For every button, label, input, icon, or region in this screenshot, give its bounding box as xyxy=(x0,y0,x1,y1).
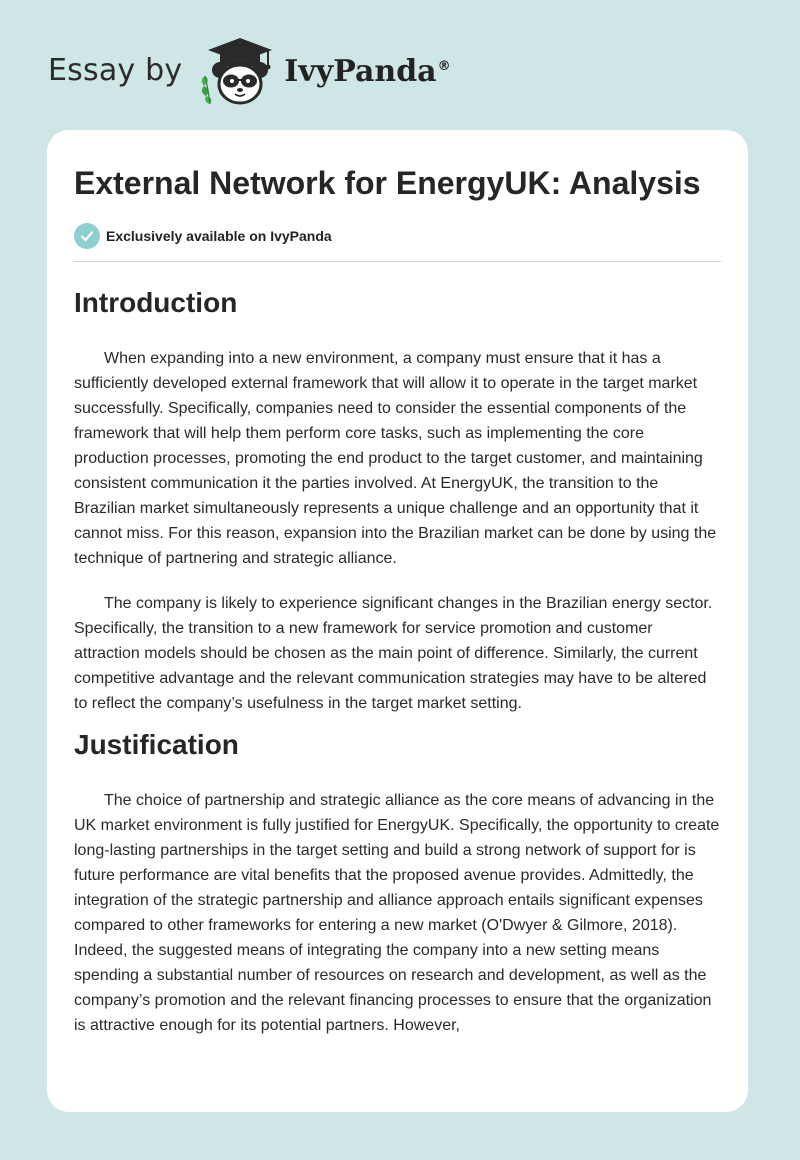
title-divider xyxy=(74,261,721,262)
site-header-brand[interactable] xyxy=(48,36,451,108)
exclusive-badge-text: Exclusively available on IvyPanda xyxy=(106,228,332,244)
introduction-paragraph-2: The company is likely to experience significant changes in the Brazilian energy sector. Specifically, the transition to a new framework for service promotion and customer attraction models should be chosen as the main point of difference. Similarly, the current competitive advantage and the relevant communication strategies may have to be altered to reflect the company’s usefulness in the target market setting. xyxy=(74,595,713,712)
panda-logo-icon xyxy=(196,36,280,108)
article-title: External Network for EnergyUK: Analysis xyxy=(74,165,701,201)
exclusive-badge xyxy=(74,223,721,249)
section-heading-introduction: Introduction xyxy=(74,287,238,318)
justification-paragraph-1: The choice of partnership and strategic alliance as the core means of advancing in the UK market environment is fully justified for EnergyUK. Specifically, the opportunity to create long-lasting partnerships in the target setting and build a strong network of support for is future performance are vital benefits that the proposed avenue provides. Admittedly, the integration of the strategic partnership and alliance approach entails significant expenses compared to other frameworks for entering a new market (O'Dwyer & Gilmore, 2018). Indeed, the suggested means of integrating the company into a new setting means spending a substantial number of resources on research and development, as well as the company’s promotion and the relevant financing processes to ensure that the organization is attractive enough for its potential partners. However, xyxy=(74,792,720,1034)
brand-prefix: Essay by xyxy=(48,52,183,88)
article-card xyxy=(47,130,748,1112)
brand-name: IvyPanda® xyxy=(284,53,451,89)
section-heading-justification: Justification xyxy=(74,729,239,760)
check-icon xyxy=(74,223,100,249)
introduction-paragraph-1: When expanding into a new environment, a company must ensure that it has a sufficiently developed external framework that will allow it to operate in the target market successfully. Specifically, companies need to consider the essential components of the framework that will help them perform core tasks, such as implementing the core production processes, promoting the end product to the target customer, and maintaining consistent communication it the parties involved. At EnergyUK, the transition to the Brazilian market simultaneously represents a unique challenge and an opportunity that it cannot miss. For this reason, expansion into the Brazilian market can be done by using the technique of partnering and strategic alliance. xyxy=(74,350,717,567)
